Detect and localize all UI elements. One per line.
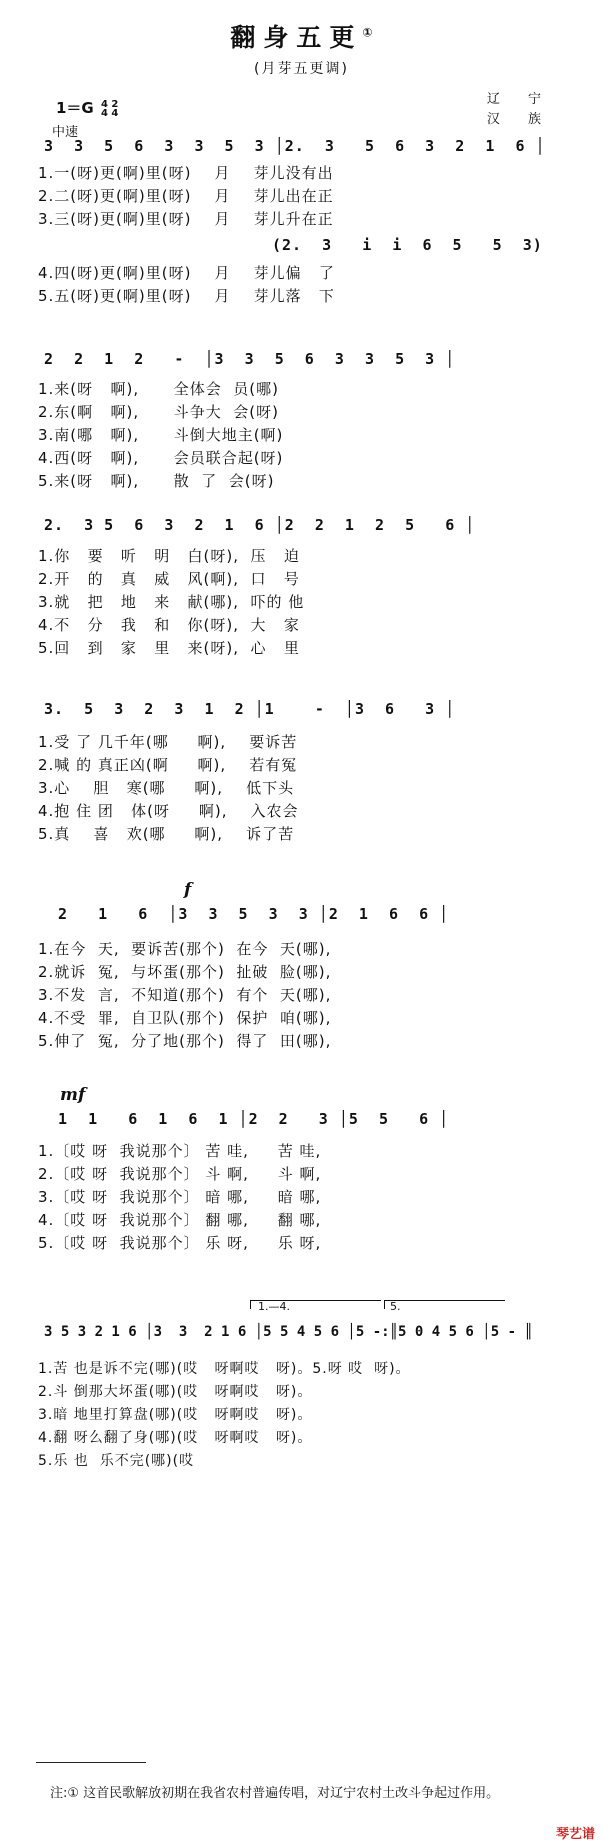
notation-line-7: 3 5 3 2 1 6 │3 3 2 1 6 │5 5 4 5 6 │5 -:║5 0 4 5 6 │5 - ║ — [44, 1324, 533, 1340]
lyric-line: 1.一(呀)更(啊)里(呀) 月 芽儿没有出 — [38, 164, 334, 182]
watermark-logo: 琴艺谱 — [555, 1827, 595, 1842]
lyric-line: 2.开 的 真 威 风(啊), 口 号 — [38, 570, 300, 588]
notation-line-1: 3 3 5 6 3 3 5 3 │2. 3 5 6 3 2 1 6 │ — [44, 137, 546, 155]
volta-label-2: 5. — [390, 1300, 401, 1313]
notation-line-4: 3. 5 3 2 3 1 2 │1 - │3 6 3 │ — [44, 700, 456, 718]
song-subtitle: (月芽五更调) — [254, 61, 349, 77]
lyric-line: 4.〔哎 呀 我说那个〕 翻 哪, 翻 哪, — [38, 1211, 322, 1229]
lyric-line: 2.二(呀)更(啊)里(呀) 月 芽儿出在正 — [38, 187, 334, 205]
lyric-line: 5.乐 也 乐不完(哪)(哎 — [38, 1453, 195, 1469]
origin-region: 辽 宁 — [486, 92, 553, 107]
lyric-line: 3.心 胆 寒(哪 啊), 低下头 — [38, 779, 295, 797]
footnote: 注:① 这首民歌解放初期在我省农村普遍传唱，对辽宁农村土改斗争起过作用。 — [50, 1786, 500, 1801]
lyric-line: 3.三(呀)更(啊)里(呀) 月 芽儿升在正 — [38, 210, 334, 228]
lyric-line: 2.斗 倒那大坏蛋(哪)(哎 呀啊哎 呀)。 — [38, 1384, 313, 1400]
lyric-line: 4.翻 呀么翻了身(哪)(哎 呀啊哎 呀)。 — [38, 1430, 313, 1446]
lyric-line: 4.抱 住 团 体(呀 啊), 入农会 — [38, 802, 299, 820]
lyric-line: 1.来(呀 啊), 全体会 员(哪) — [38, 380, 279, 398]
lyric-line: 3.南(哪 啊), 斗倒大地主(啊) — [38, 426, 284, 444]
lyric-line: 2.喊 的 真正凶(啊 啊), 若有冤 — [38, 756, 298, 774]
lyric-line: 2.东(啊 啊), 斗争大 会(呀) — [38, 403, 279, 421]
origin-ethnic: 汉 族 — [486, 112, 553, 127]
notation-line-5: 2 1 6 │3 3 5 3 3 │2 1 6 6 │ — [58, 905, 450, 923]
volta-label-1: 1.—4. — [258, 1300, 290, 1313]
dynamic-marking: mf — [60, 1085, 86, 1105]
lyric-line: 4.四(呀)更(啊)里(呀) 月 芽儿偏 了 — [38, 264, 335, 282]
lyric-line: 2.〔哎 呀 我说那个〕 斗 啊, 斗 啊, — [38, 1165, 322, 1183]
lyric-line: 1.〔哎 呀 我说那个〕 苦 哇, 苦 哇, — [38, 1142, 322, 1160]
lyric-line: 4.西(呀 啊), 会员联合起(呀) — [38, 449, 284, 467]
alternate-notation: (2. 3 i i 6 5 5 3) — [272, 236, 543, 254]
lyric-line: 4.不 分 我 和 你(呀), 大 家 — [38, 616, 300, 634]
song-title: 翻身五更① — [230, 23, 373, 52]
lyric-line: 1.苦 也是诉不完(哪)(哎 呀啊哎 呀)。5.呀 哎 呀)。 — [38, 1361, 411, 1377]
lyric-line: 5.回 到 家 里 来(呀), 心 里 — [38, 639, 300, 657]
notation-line-2: 2 2 1 2 - │3 3 5 6 3 3 5 3 │ — [44, 350, 456, 368]
lyric-line: 1.受 了 几千年(哪 啊), 要诉苦 — [38, 733, 298, 751]
notation-line-6: 1 1 6 1 6 1 │2 2 3 │5 5 6 │ — [58, 1110, 450, 1128]
lyric-line: 1.在今 天, 要诉苦(那个) 在今 天(哪), — [38, 940, 332, 958]
key-signature: 1＝G 4 2 4 4 — [56, 98, 119, 119]
lyric-line: 2.就诉 冤, 与坏蛋(那个) 扯破 脸(哪), — [38, 963, 332, 981]
lyric-line: 5.〔哎 呀 我说那个〕 乐 呀, 乐 呀, — [38, 1234, 322, 1252]
lyric-line: 5.真 喜 欢(哪 啊), 诉了苦 — [38, 825, 295, 843]
lyric-line: 3.就 把 地 来 献(哪), 吓的 他 — [38, 593, 305, 611]
lyric-line: 5.来(呀 啊), 散 了 会(呀) — [38, 472, 275, 490]
lyric-line: 3.〔哎 呀 我说那个〕 暗 哪, 暗 哪, — [38, 1188, 322, 1206]
lyric-line: 3.暗 地里打算盘(哪)(哎 呀啊哎 呀)。 — [38, 1407, 313, 1423]
time-signature: 4 2 4 4 — [100, 98, 119, 119]
footnote-divider — [36, 1762, 146, 1763]
notation-line-3: 2. 3 5 6 3 2 1 6 │2 2 1 2 5 6 │ — [44, 516, 476, 534]
lyric-line: 3.不发 言, 不知道(那个) 有个 天(哪), — [38, 986, 332, 1004]
tempo-marking: 中速 — [52, 125, 79, 140]
dynamic-marking: f — [184, 880, 192, 900]
lyric-line: 5.伸了 冤, 分了地(那个) 得了 田(哪), — [38, 1032, 332, 1050]
volta-bracket-2 — [384, 1300, 505, 1309]
lyric-line: 1.你 要 听 明 白(呀), 压 迫 — [38, 547, 300, 565]
footnote-mark: ① — [362, 25, 373, 40]
lyric-line: 4.不受 罪, 自卫队(那个) 保护 咱(哪), — [38, 1009, 332, 1027]
lyric-line: 5.五(呀)更(啊)里(呀) 月 芽儿落 下 — [38, 287, 335, 305]
